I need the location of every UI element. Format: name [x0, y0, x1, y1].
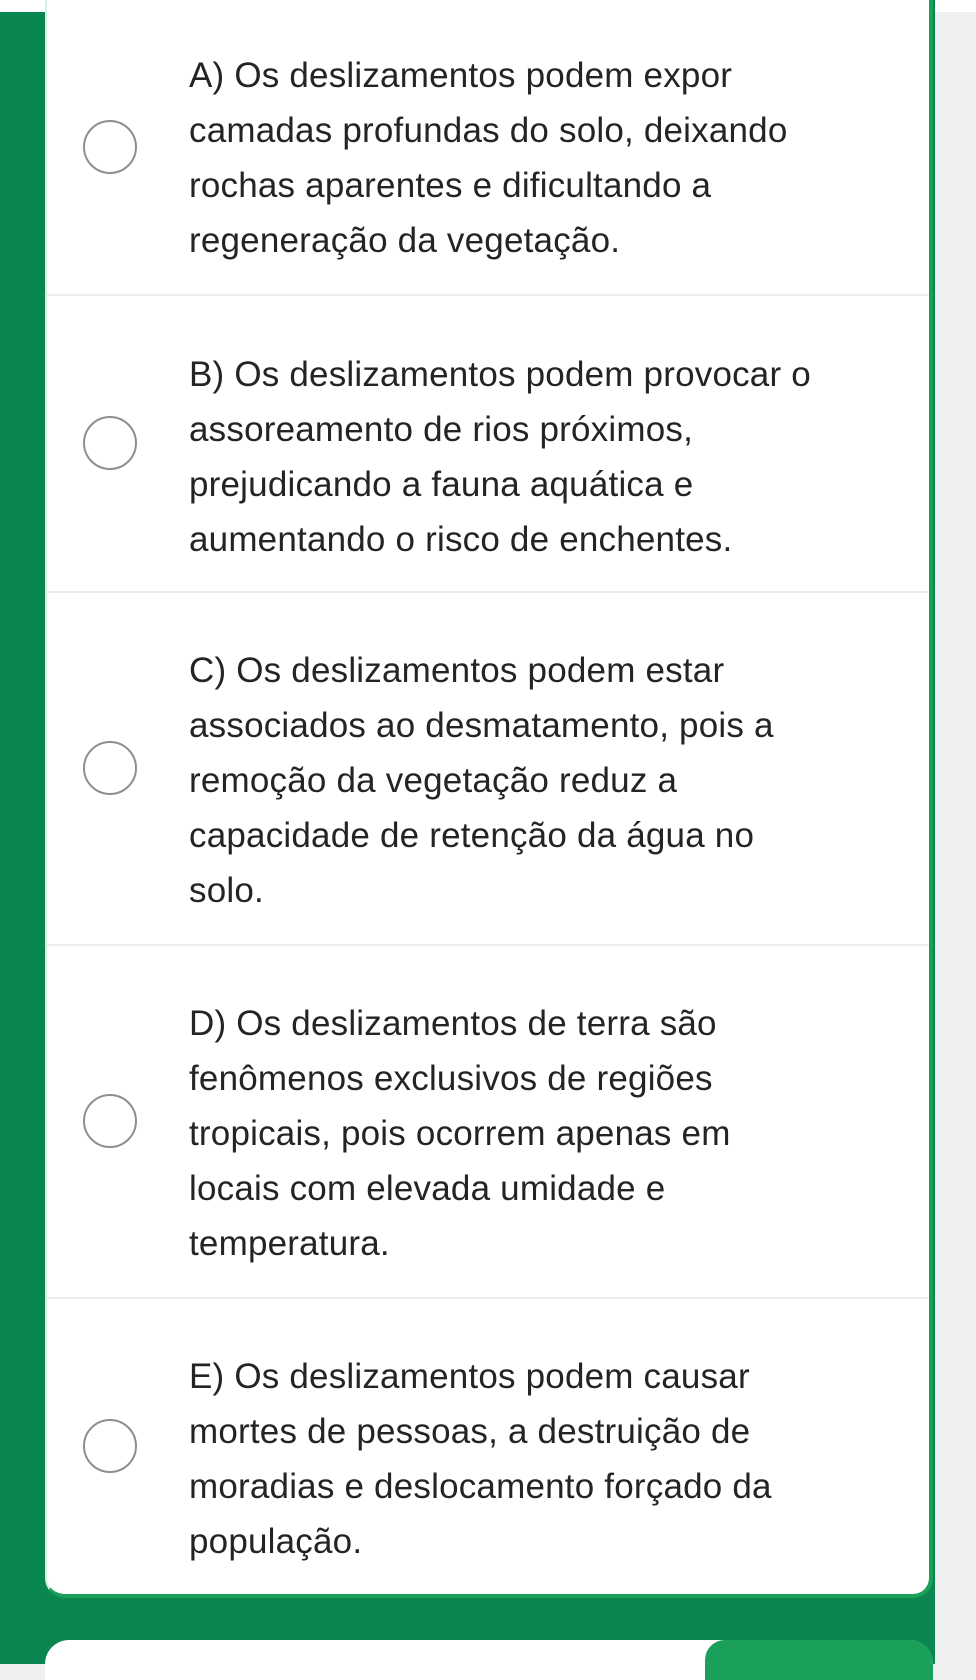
- radio-unchecked-icon[interactable]: [83, 741, 137, 795]
- answer-option-text: E) Os deslizamentos podem causar mortes de pessoas, a destruição de moradias e deslocamento forçado da população.: [189, 1357, 772, 1561]
- answer-option-text: A) Os deslizamentos podem expor camadas profundas do solo, deixando rochas aparentes e dificultando a regeneração da vegetação.: [189, 56, 788, 260]
- answer-option-a[interactable]: [47, 0, 929, 296]
- radio-unchecked-icon[interactable]: [83, 1094, 137, 1148]
- next-question-button[interactable]: [705, 1640, 933, 1680]
- answer-option-d[interactable]: [47, 946, 929, 1299]
- radio-unchecked-icon[interactable]: [83, 120, 137, 174]
- answer-option-e[interactable]: [47, 1299, 929, 1598]
- answer-options-card: [45, 0, 933, 1598]
- answer-option-text: D) Os deslizamentos de terra são fenômenos exclusivos de regiões tropicais, pois ocorrem apenas em locais com elevada umidade e temperatura.: [189, 1004, 731, 1263]
- next-question-card: [45, 1640, 933, 1680]
- answer-option-b[interactable]: [47, 296, 929, 593]
- answer-option-text: C) Os deslizamentos podem estar associados ao desmatamento, pois a remoção da vegetação reduz a capacidade de retenção da água no solo.: [189, 651, 774, 910]
- radio-unchecked-icon[interactable]: [83, 1419, 137, 1473]
- radio-unchecked-icon[interactable]: [83, 416, 137, 470]
- answer-option-c[interactable]: [47, 593, 929, 946]
- top-divider-right: [935, 0, 976, 12]
- answer-option-text: B) Os deslizamentos podem provocar o assoreamento de rios próximos, prejudicando a fauna aquática e aumentando o risco de enchentes.: [189, 355, 811, 559]
- top-divider-left: [0, 0, 45, 12]
